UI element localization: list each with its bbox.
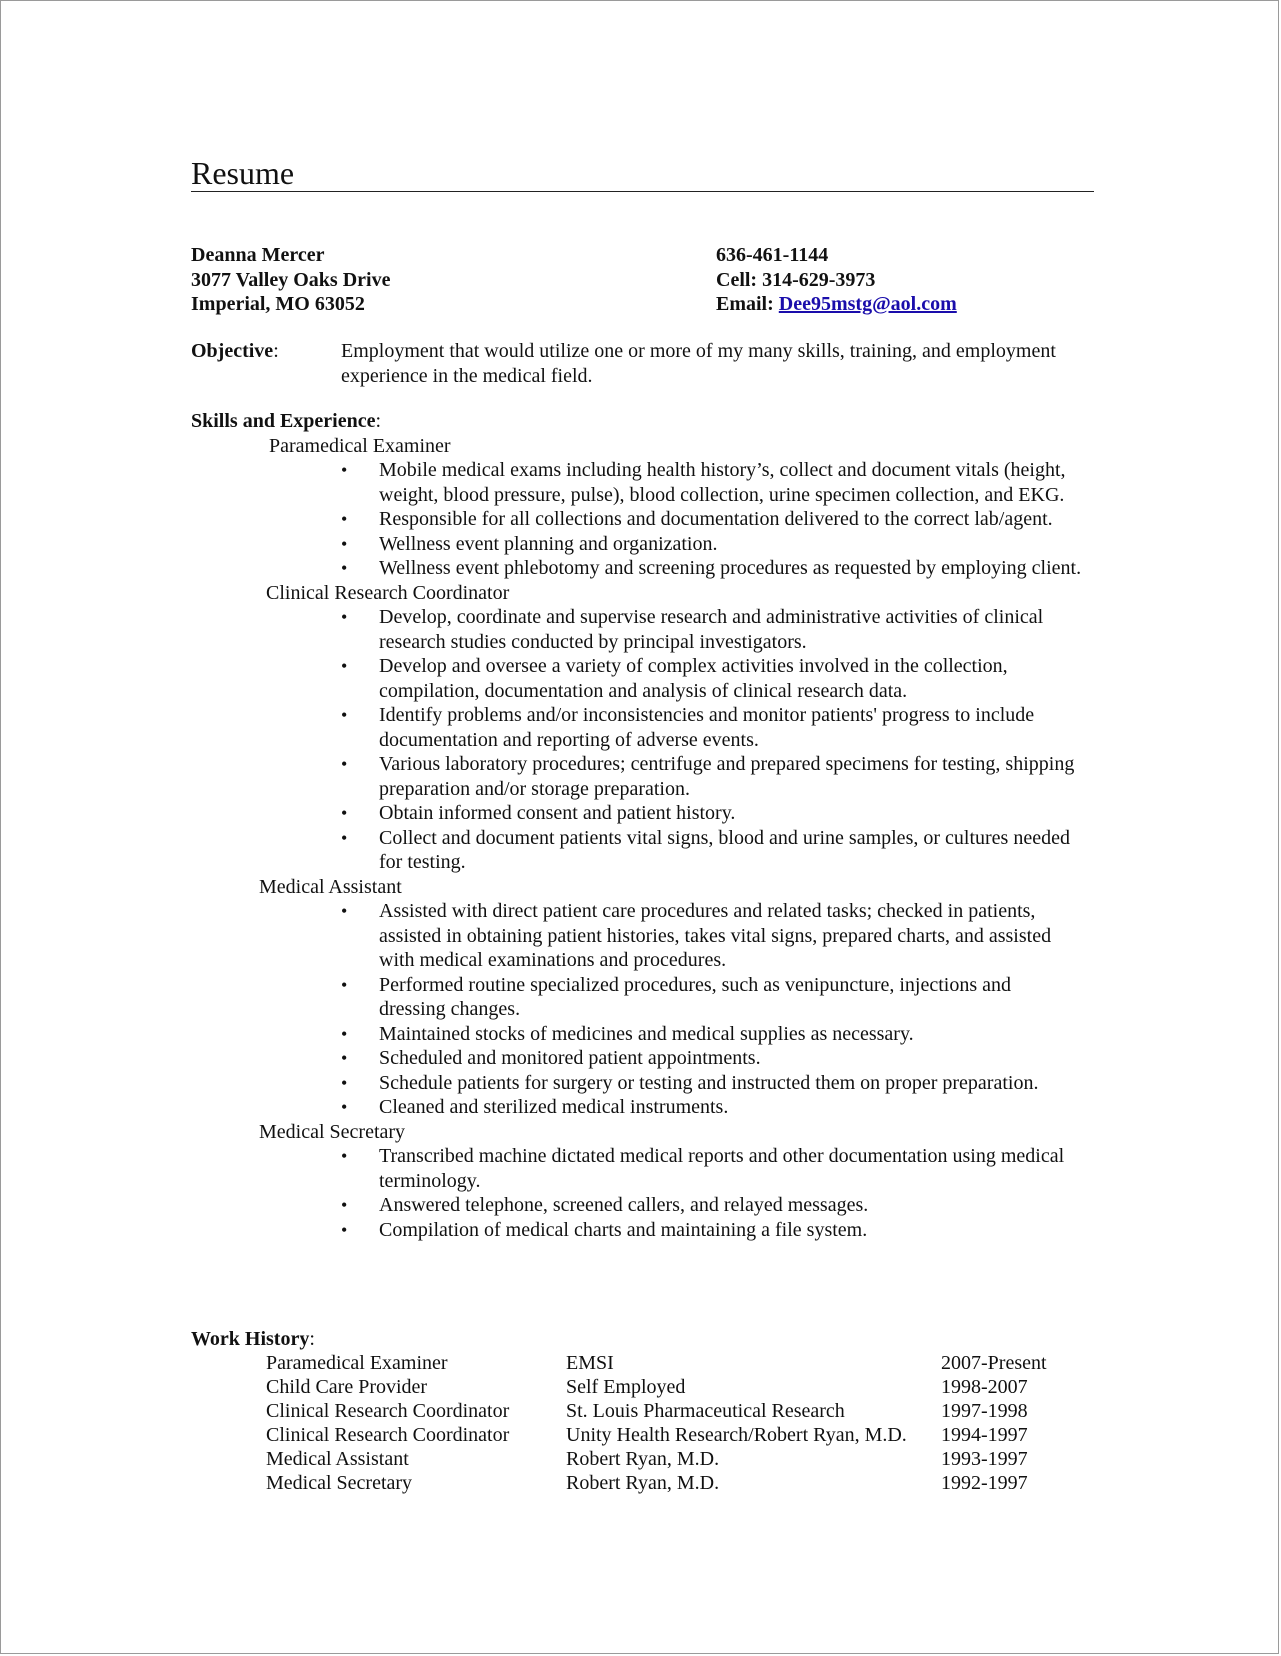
bullet-icon: • [341,533,348,554]
list-item: • Identify problems and/or inconsistencies and monitor patients' progress to include documentation and reporting of adverse events. [341,704,1035,751]
table-row: Clinical Research Coordinator St. Louis Pharmaceutical Research 1997-1998 [266,1400,1028,1422]
work-history-heading: Work History: [191,1328,315,1350]
list-item: • Answered telephone, screened callers, and relayed messages. [341,1194,869,1216]
skill-list [191,899,1096,1120]
list-item: • Transcribed machine dictated medical reports and other documentation using medical terminology. [341,1145,1065,1192]
work-history-table [266,1351,1061,1495]
list-item: • Maintained stocks of medicines and medical supplies as necessary. [341,1022,914,1045]
contact-name: Deanna Mercer [191,244,325,266]
table-row: Medical Secretary Robert Ryan, M.D. 1992-1997 [266,1472,1028,1494]
table-row: Child Care Provider Self Employed 1998-2007 [266,1376,1028,1398]
skill-group-title: Medical Assistant [259,875,402,898]
list-item: • Compilation of medical charts and maintaining a file system. [341,1218,868,1241]
page-title: Resume [191,155,295,191]
table-row: Medical Assistant Robert Ryan, M.D. 1993-1997 [266,1448,1028,1470]
title-divider [191,191,1094,192]
bullet-icon: • [341,705,348,725]
bullet-icon: • [341,974,348,995]
skill-group-title: Medical Secretary [259,1120,406,1143]
contact-city: Imperial, MO 63052 [191,293,365,315]
contact-street: 3077 Valley Oaks Drive [191,268,391,291]
contact-left [191,243,390,317]
bullet-icon: • [341,827,348,848]
bullet-icon: • [341,901,348,921]
contact-cell: Cell: 314-629-3973 [716,268,876,291]
bullet-icon: • [341,656,348,676]
skill-list [191,1144,1096,1242]
bullet-icon: • [341,1023,348,1044]
list-item: • Wellness event phlebotomy and screening procedures as requested by employing client. [341,557,1082,579]
list-item: • Wellness event planning and organization. [341,532,718,555]
bullet-icon: • [341,754,348,774]
list-item: • Obtain informed consent and patient history. [341,802,736,824]
bullet-icon: • [341,1097,348,1117]
objective-label: Objective: [191,340,279,362]
list-item: • Scheduled and monitored patient appointments. [341,1047,761,1069]
table-row: Clinical Research Coordinator Unity Health Research/Robert Ryan, M.D. 1994-1997 [266,1424,1028,1446]
bullet-icon: • [341,1195,348,1215]
bullet-icon: • [341,460,348,480]
list-item: • Schedule patients for surgery or testing and instructed them on proper preparation. [341,1071,1039,1094]
skill-group-title: Paramedical Examiner [269,434,451,457]
bullet-icon: • [341,1219,348,1240]
list-item: • Cleaned and sterilized medical instruments. [341,1096,729,1118]
list-item: • Performed routine specialized procedures, such as venipuncture, injections and dressing changes. [341,973,1012,1020]
bullet-icon: • [341,1146,348,1166]
bullet-icon: • [341,607,348,627]
email-link[interactable]: Dee95mstg@aol.com [778,293,957,315]
skills-heading: Skills and Experience: [191,410,382,432]
contact-phone: 636-461-1144 [716,244,829,266]
bullet-icon: • [341,803,348,823]
bullet-icon: • [341,558,348,578]
skill-list [191,605,1096,875]
list-item: • Various laboratory procedures; centrifuge and prepared specimens for testing, shipping preparation and/or storage preparation. [341,753,1075,800]
list-item: • Mobile medical exams including health history’s, collect and document vitals (height, weight, blood pressure, pulse), blood collection, urine specimen collection, and EKG. [341,459,1066,506]
list-item: • Responsible for all collections and documentation delivered to the correct lab/agent. [341,508,1053,530]
objective-text: Employment that would utilize one or more of my many skills, training, and employment experience in the medical field. [341,340,1056,387]
contact-email-line [716,292,957,317]
list-item: • Develop, coordinate and supervise research and administrative activities of clinical research studies conducted by principal investigators. [341,606,1044,653]
bullet-icon: • [341,1048,348,1068]
list-item: • Collect and document patients vital signs, blood and urine samples, or cultures needed for testing. [341,826,1070,873]
bullet-icon: • [341,509,348,529]
table-row: Paramedical Examiner EMSI 2007-Present [266,1352,1047,1374]
contact-right [716,243,957,317]
bullet-icon: • [341,1072,348,1093]
skill-list [191,458,1096,581]
list-item: • Develop and oversee a variety of complex activities involved in the collection, compilation, documentation and analysis of clinical research data. [341,655,1008,702]
skills-section [191,409,1096,1242]
skill-group-title: Clinical Research Coordinator [266,581,510,604]
work-history-section [191,1327,1096,1495]
list-item: • Assisted with direct patient care procedures and related tasks; checked in patients, assisted in obtaining patient histories, takes vital signs, prepared charts, and assisted with medical examinations and procedures. [341,900,1052,971]
email-label: Email: [716,293,779,315]
